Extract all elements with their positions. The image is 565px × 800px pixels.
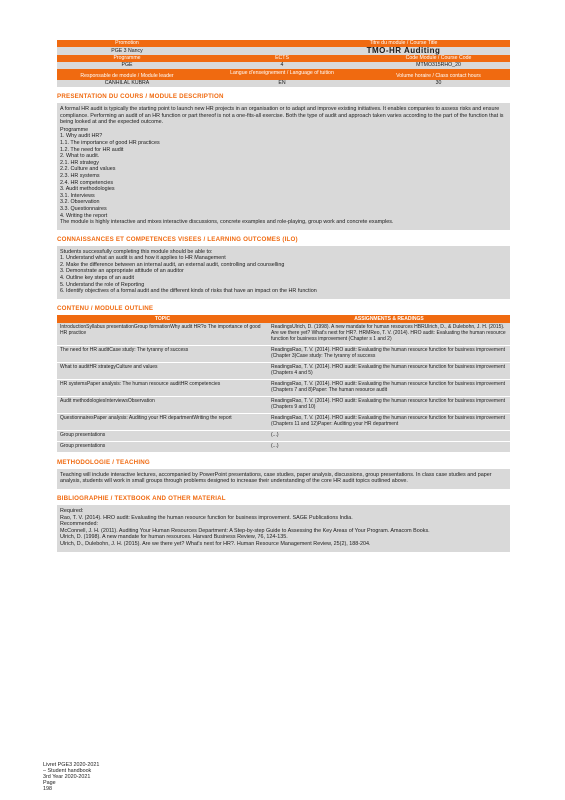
table-row (57, 345, 510, 362)
footer-livret: Livret PGE3 2020-2021 (43, 762, 100, 768)
reading-cell: ReadingsRao, T. V. (2014). HRO audit: Evaluating the human resource function for business improvement (Chapters 9 and 10) (268, 396, 510, 413)
hours-label: Volume horaire / Class contact hours (396, 73, 481, 79)
outcome-item: 6. Identify objectives of a formal audit and the different kinds of risks that have an impact on the HR function (60, 288, 317, 295)
presentation-box (57, 103, 510, 230)
programme-item: 1.1. The importance of good HR practices (60, 139, 160, 146)
bibliography-item: Ulrich, D., Dulebohn, J. H. (2015). Are we there yet? What's next for HR?. Human Resource Management Review, 25(2), 188-204. (60, 541, 371, 547)
programme-value: PGE (121, 62, 133, 68)
programme-item: 2.1. HR strategy (60, 159, 99, 166)
outcome-item: 3. Demonstrate an appropriate attitude of an auditor (60, 268, 184, 275)
topic-cell: Audit methodologiesInterviewsObservation (57, 396, 268, 413)
programme-item: 2. What to audit. (60, 153, 100, 160)
table-row (57, 323, 510, 346)
readings-header: ASSIGNMENTS & READINGS (268, 315, 510, 323)
outline-title: CONTENU / MODULE OUTLINE (57, 304, 154, 312)
footer-page-label: Page (43, 780, 56, 786)
reading-cell: ReadingsRao, T. V. (2014). HRO audit: Evaluating the human resource function for business improvement (Chapters 4 and 5) (268, 362, 510, 379)
title-label: Titre du module / Course Title (369, 40, 438, 46)
programme-label: Programme (113, 55, 141, 61)
bibliography-item: Ulrich, D. (1998). A new mandate for human resources. Harvard Business Review, 76, 124-135. (60, 534, 288, 541)
table-row (57, 430, 510, 441)
bibliography-box (57, 505, 510, 552)
programme-heading: Programme (60, 126, 89, 133)
language-value: EN (278, 80, 286, 86)
header-row-5 (57, 69, 510, 80)
outcomes-intro: Students successfully completing this module should be able to: (60, 248, 213, 255)
hours-value: 30 (435, 80, 442, 86)
header-row-3 (57, 55, 510, 62)
programme-item: 2.4. HR competencies (60, 179, 114, 186)
programme-item: 1. Why audit HR? (60, 133, 103, 140)
programme-item: 4. Writing the report (60, 212, 108, 219)
topic-cell: What to auditHR strategyCulture and values (57, 362, 268, 379)
topic-cell: QuestionnairesPaper analysis: Auditing your HR departmentWriting the report (57, 413, 268, 430)
header-row-6 (57, 80, 510, 87)
footer-handbook: – Student handbook (43, 768, 92, 774)
header-row-2 (57, 47, 510, 55)
bibliography-recommended-label: Recommended: (60, 521, 99, 528)
course-code: MTMO315RHO_20 (416, 62, 461, 68)
outcomes-box (57, 246, 510, 299)
topic-cell: HR systemsPaper analysis: The human resource auditHR competencies (57, 379, 268, 396)
ects-label: ECTS (275, 55, 289, 61)
footer-year: 3rd Year 2020-2021 (43, 774, 91, 780)
table-row (57, 379, 510, 396)
methodology-title: METHODOLOGIE / TEACHING (57, 458, 150, 466)
outcome-item: 5. Understand the role of Reporting (60, 281, 145, 288)
leader-value: CANHILAL KUBRA (104, 80, 150, 86)
code-label: Code Module / Course Code (405, 55, 472, 61)
methodology-box (57, 469, 510, 489)
page-footer (40, 756, 113, 792)
reading-cell: (...) (268, 430, 510, 441)
promotion-value: PGE 3 Nancy (111, 48, 143, 54)
methodology-text: Teaching will include interactive lectures, accompanied by PowerPoint presentations, case studies, paper analysis, discussions, group presentations. In class case studies and paper analysis, students will work in small groups through problems designed to increase their understanding of the core HR audit topics outlined above. (60, 471, 492, 485)
ects-value: 4 (280, 62, 284, 68)
promotion-label: Promotion (115, 40, 139, 46)
presentation-title: PRESENTATION DU COURS / MODULE DESCRIPTION (57, 93, 224, 100)
presentation-intro: A formal HR audit is typically the starting point to launch new HR projects in an organisation or to adapt and improve existing initiatives. It enables companies to assess risks and ensure compliance. Performing an audit of an HR function or part thereof is not a one-fits-all exercise. Both the type of audit and approach taken varies according to the part of the function that is being looked at and the expected outcome. (60, 106, 504, 126)
leader-label: Responsable de module / Module leader (80, 73, 174, 79)
programme-item: 2.2. Culture and values (60, 166, 116, 173)
topic-header: TOPIC (57, 315, 268, 323)
presentation-closing: The module is highly interactive and mixes interactive discussions, concrete examples and role-playing, group work and concrete examples. (60, 219, 394, 226)
programme-item: 1.2. The need for HR audit (60, 146, 124, 153)
course-sheet (57, 40, 510, 552)
course-title: TMO-HR Auditing (366, 46, 441, 55)
programme-item: 3.3. Questionnaires (60, 205, 107, 212)
header-row-1 (57, 40, 510, 47)
outcome-item: 2. Make the difference between an internal audit, an external audit, controlling and counselling (60, 261, 285, 268)
header-row-4 (57, 62, 510, 69)
language-label: Langue d'enseignement / Language of tuition (230, 70, 334, 76)
table-row (57, 441, 510, 452)
reading-cell: (...) (268, 441, 510, 452)
reading-cell: ReadingsRao, T. V. (2014). HRO audit: Evaluating the human resource function for business improvement (Chapters 7 and 8)Paper: The human resource audit (268, 379, 510, 396)
outcomes-title: CONNAISSANCES ET COMPETENCES VISEES / LEARNING OUTCOMES (ILO) (57, 235, 298, 243)
bibliography-title: BIBLIOGRAPHIE / TEXTBOOK AND OTHER MATERIAL (57, 495, 226, 503)
programme-item: 3.1. Interviews (60, 192, 95, 199)
bibliography-item: McConnell, J. H. (2011). Auditing Your Human Resources Department: A Step-by-step Guide to Assessing the Key Areas of Your Program. Amacom Books. (60, 527, 430, 534)
outcome-item: 4. Outline key steps of an audit (60, 275, 135, 282)
table-row (57, 413, 510, 430)
outcome-item: 1. Understand what an audit is and how it applies to HR Management (60, 255, 226, 262)
programme-item: 3. Audit methodologies (60, 186, 115, 193)
table-row (57, 362, 510, 379)
reading-cell: ReadingsUlrich, D. (1998). A new mandate for human resources HBRUlrich, D., & Dulebohn, J. H. (2015). Are we there yet? What's next for HR?. HRMReo, T. V. (2014). HRO audit: Evaluating the human resource function for business improvement (Chapter s 1 and 2) (268, 323, 510, 346)
topic-cell: IntroductionSyllabus presentationGroup formationWhy audit HR?o The importance of good HR practice (57, 323, 268, 346)
topic-cell: Group presentations (57, 430, 268, 441)
bibliography-required-label: Required: (60, 508, 84, 515)
outline-table (57, 315, 510, 453)
programme-item: 3.2. Observation (60, 199, 100, 206)
reading-cell: ReadingsRao, T. V. (2014). HRO audit: Evaluating the human resource function for business improvement (Chapters 11 and 12)Paper: Auditing your HR department (268, 413, 510, 430)
table-row (57, 396, 510, 413)
programme-item: 2.3. HR systems (60, 172, 100, 179)
topic-cell: Group presentations (57, 441, 268, 452)
footer-page-number: 198 (43, 786, 52, 792)
topic-cell: The need for HR auditCase study: The tyranny of success (57, 345, 268, 362)
reading-cell: ReadingsRao, T. V. (2014). HRO audit: Evaluating the human resource function for business improvement (Chapter 3)Case study: The tyranny of success (268, 345, 510, 362)
bibliography-item: Rao, T. V. (2014). HRO audit: Evaluating the human resource function for business improvement. SAGE Publications India. (60, 514, 353, 521)
